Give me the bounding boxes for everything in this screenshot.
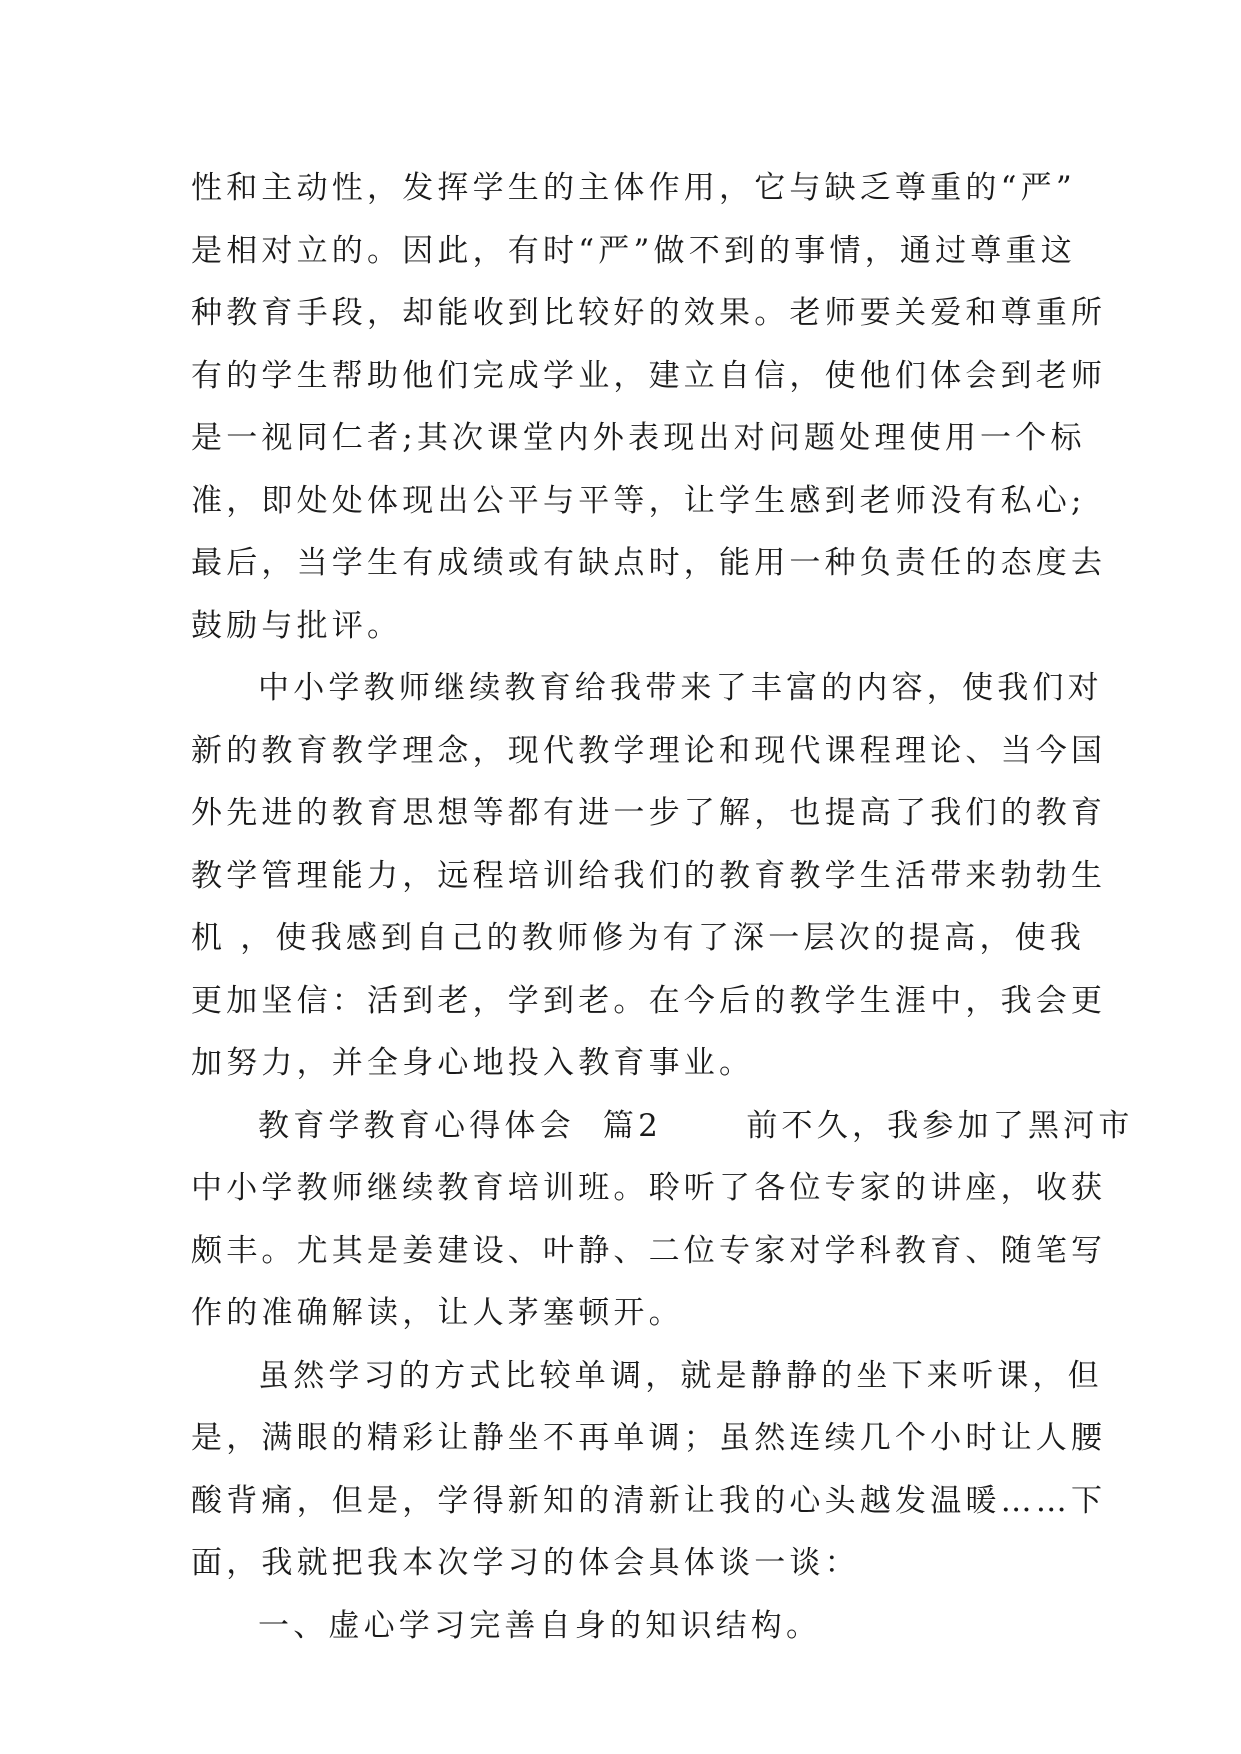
text-line: 最后，当学生有成绩或有缺点时，能用一种负责任的态度去: [191, 545, 1107, 581]
text-line: 是，满眼的精彩让静坐不再单调；虽然连续几个小时让人腰: [191, 1420, 1107, 1456]
text-line: 外先进的教育思想等都有进一步了解，也提高了我们的教育: [191, 795, 1107, 831]
text-line: 面，我就把我本次学习的体会具体谈一谈：: [191, 1545, 860, 1581]
text-line: 机 ，使我感到自己的教师修为有了深一层次的提高，使我: [191, 920, 1086, 956]
text-line: 鼓励与批评。: [191, 607, 403, 644]
text-line: 性和主动性，发挥学生的主体作用，它与缺乏尊重的“严”: [191, 170, 1076, 206]
text-line: 酸背痛，但是，学得新知的清新让我的心头越发温暖……下: [191, 1482, 1107, 1519]
subheading-line: 一、虚心学习完善自身的知识结构。: [258, 1607, 822, 1644]
paragraph-start-line: 虽然学习的方式比较单调，就是静静的坐下来听课，但: [258, 1357, 1103, 1394]
text-line: 新的教育教学理念，现代教学理论和现代课程理论、当今国: [191, 732, 1107, 769]
text-line: 准，即处处体现出公平与平等，让学生感到老师没有私心;: [191, 482, 1086, 519]
text-line: 教学管理能力，远程培训给我们的教育教学生活带来勃勃生: [191, 857, 1107, 894]
text-line: 作的准确解读，让人茅塞顿开。: [191, 1295, 684, 1331]
text-line: 中小学教师继续教育培训班。聆听了各位专家的讲座，收获: [191, 1170, 1107, 1206]
document-body: [191, 157, 1134, 1657]
text-line: 加努力，并全身心地投入教育事业。: [191, 1045, 755, 1081]
text-line: 颇丰。尤其是姜建设、叶静、二位专家对学科教育、随笔写: [191, 1232, 1107, 1269]
text-line: 种教育手段，却能收到比较好的效果。老师要关爱和尊重所: [191, 295, 1107, 331]
text-line: 更加坚信：活到老，学到老。在今后的教学生涯中，我会更: [191, 982, 1107, 1019]
paragraph-start-line: 中小学教师继续教育给我带来了丰富的内容，使我们对: [258, 670, 1103, 706]
section-heading-line: 教育学教育心得体会 篇2 前不久，我参加了黑河市: [258, 1107, 1134, 1144]
text-line: 有的学生帮助他们完成学业，建立自信，使他们体会到老师: [191, 357, 1107, 394]
text-line: 是相对立的。因此，有时“严”做不到的事情，通过尊重这: [191, 232, 1076, 269]
text-line: 是一视同仁者;其次课堂内外表现出对问题处理使用一个标: [191, 420, 1086, 456]
